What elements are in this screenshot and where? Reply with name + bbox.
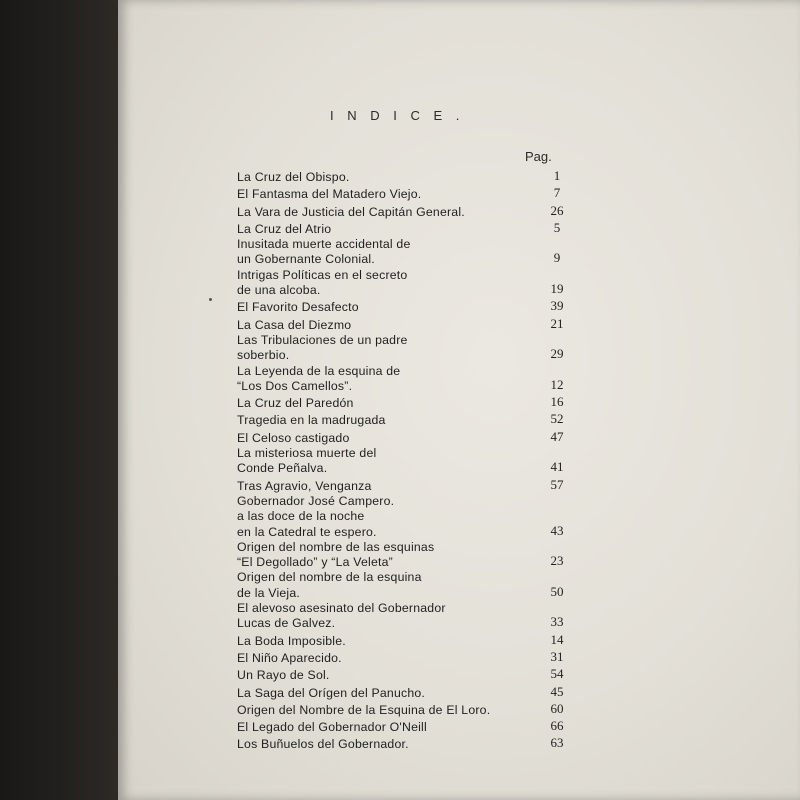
toc-entry-title: Gobernador José Campero. a las doce de la noche en la Catedral te espero. <box>237 493 395 539</box>
toc-entry-page-number: 23 <box>550 553 564 569</box>
toc-entry-page-number: 57 <box>550 476 564 492</box>
toc-entry-page-number: 7 <box>553 185 561 201</box>
toc-entry <box>237 411 577 428</box>
toc-entry-page-number: 54 <box>550 666 564 682</box>
toc-entry-title: Inusitada muerte accidental de un Gobernante Colonial. <box>237 237 411 267</box>
toc-entry-title: Origen del nombre de la esquina de la Vieja. <box>237 570 422 600</box>
toc-entry-page-number: 26 <box>550 202 564 218</box>
toc-entry-title: La Leyenda de la esquina de “Los Dos Camellos”. <box>237 363 401 393</box>
toc-entry-page-number: 41 <box>550 459 564 475</box>
toc-entry <box>237 298 577 315</box>
toc-entry-title: Las Tribulaciones de un padre soberbio. <box>237 332 408 363</box>
toc-entry <box>237 570 577 601</box>
toc-entry-page-number: 45 <box>550 683 564 699</box>
toc-entry-title: Intrigas Políticas en el secreto de una alcoba. <box>237 267 408 298</box>
toc-entry-title: La Vara de Justicia del Capitán General. <box>237 204 465 219</box>
paper-speck <box>209 298 212 301</box>
index-title: I N D I C E . <box>330 108 465 123</box>
toc-entry-page-number: 39 <box>550 298 564 314</box>
toc-entry-page-number: 5 <box>553 219 561 235</box>
toc-entry-title: El alevoso asesinato del Gobernador Lucas de Galvez. <box>237 601 446 631</box>
toc-entry-title: La misteriosa muerte del Conde Peñalva. <box>237 446 377 476</box>
toc-entry <box>237 446 577 477</box>
toc-entry-page-number: 52 <box>550 411 564 427</box>
toc-entry <box>237 601 577 632</box>
toc-entry-title: La Saga del Orígen del Panucho. <box>237 685 426 700</box>
toc-entry-page-number: 33 <box>550 614 564 630</box>
toc-entry <box>237 220 577 237</box>
toc-entry <box>237 718 577 735</box>
toc-entry-title: El Niño Aparecido. <box>237 650 342 665</box>
toc-entry <box>237 429 577 446</box>
toc-entry <box>237 735 577 752</box>
toc-entry <box>237 333 577 364</box>
toc-entry-title: Los Buñuelos del Gobernador. <box>237 737 409 752</box>
toc-entry-page-number: 43 <box>550 522 564 538</box>
book-edge-shadow <box>0 0 120 800</box>
toc-entry-page-number: 16 <box>550 394 564 410</box>
toc-entry <box>237 494 577 540</box>
toc-entry-title: Origen del nombre de las esquinas “El Degollado” y “La Veleta” <box>237 539 435 570</box>
toc-entry <box>237 268 577 299</box>
toc-entry <box>237 185 577 202</box>
toc-entry-page-number: 63 <box>550 735 564 751</box>
toc-entry-title: El Fantasma del Matadero Viejo. <box>237 187 422 202</box>
toc-entry-title: Tragedia en la madrugada <box>237 413 386 428</box>
toc-entry-title: La Casa del Diezmo <box>237 317 352 332</box>
toc-entry <box>237 701 577 718</box>
toc-entry <box>237 237 577 268</box>
toc-entry-title: El Legado del Gobernador O'Neill <box>237 720 427 735</box>
toc-entry-page-number: 29 <box>550 346 564 362</box>
toc-entry-page-number: 50 <box>550 583 564 599</box>
toc-entry-page-number: 66 <box>550 718 564 734</box>
toc-entry-page-number: 9 <box>553 250 561 266</box>
toc-entry-title: La Boda Imposible. <box>237 633 346 648</box>
toc-entry <box>237 684 577 701</box>
toc-entry <box>237 203 577 220</box>
toc-entry-page-number: 21 <box>550 315 564 331</box>
toc-entry-page-number: 1 <box>553 168 561 183</box>
toc-entry <box>237 394 577 411</box>
toc-entry <box>237 477 577 494</box>
toc-entry <box>237 316 577 333</box>
toc-entry-title: Tras Agravio, Venganza <box>237 478 372 493</box>
table-of-contents <box>237 168 577 753</box>
toc-entry-title: La Cruz del Obispo. <box>237 170 350 184</box>
page-column-label: Pag. <box>525 149 552 164</box>
toc-entry-page-number: 60 <box>550 700 564 716</box>
toc-entry-page-number: 19 <box>550 281 564 297</box>
toc-entry <box>237 168 577 185</box>
toc-entry <box>237 666 577 683</box>
toc-entry-title: El Celoso castigado <box>237 430 350 445</box>
toc-entry <box>237 632 577 649</box>
toc-entry-page-number: 47 <box>550 428 564 444</box>
toc-entry-title: Origen del Nombre de la Esquina de El Loro. <box>237 702 491 717</box>
toc-entry-page-number: 31 <box>550 648 564 664</box>
toc-entry-title: La Cruz del Atrio <box>237 221 332 236</box>
toc-entry <box>237 364 577 395</box>
toc-entry-title: La Cruz del Paredón <box>237 396 354 411</box>
toc-entry-page-number: 14 <box>550 631 564 647</box>
toc-entry <box>237 649 577 666</box>
toc-entry-title: Un Rayo de Sol. <box>237 668 330 683</box>
toc-entry <box>237 540 577 571</box>
toc-entry-title: El Favorito Desafecto <box>237 300 359 315</box>
toc-entry-page-number: 12 <box>550 376 564 392</box>
